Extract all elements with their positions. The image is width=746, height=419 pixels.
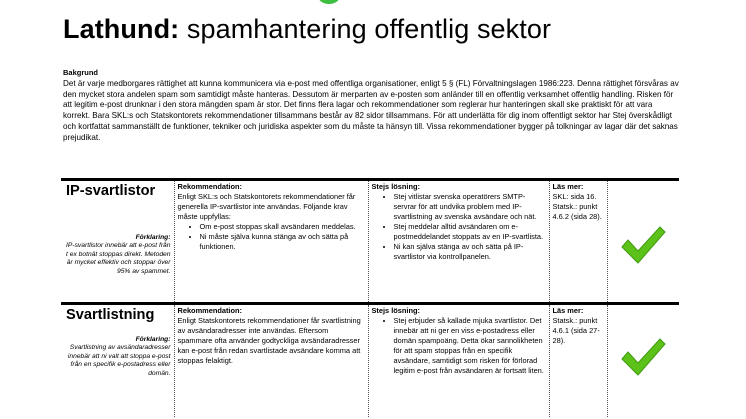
row-topic [61,304,174,418]
read-more-cell: Läs mer: Statsk.: punkt 4.6.1 (sida 27-28). [549,304,607,418]
list-item: • Ni kan själva stänga av och sätta på IP-svartlistor via kontrollpanelen. [394,242,546,262]
logo-arc [318,0,340,4]
check-icon [620,337,666,377]
background-heading: Bakgrund [63,68,99,77]
list-item: • Stej meddelar alltid avsändaren om e-postmeddelandet stoppats av en IP-svartlista. [394,222,546,242]
page-title: Lathund: spamhantering offentlig sektor [63,14,552,44]
table-row [61,180,679,304]
list-item: • Stej vitlistar svenska operatörers SMTP-servrar för att undvika problem med IP-svartlistning av svenska avsändare och nät. [394,192,546,222]
explanation: Förklaring: IP-svartlistor innebär att e-post från t ex botnät stoppas direkt. Metoden är mycket effektiv och stoppar över 95% av spammet. [66,234,171,275]
guide-table [61,178,679,417]
recommendation-cell: Rekommendation: Enligt Statskontorets rekommendationer får svartlistning av avsändaradresser inte användas. Eftersom spammare ofta använder godtyckliga avsändaradresser kan e-post från redan svartlistade avsändare komma att stoppas felaktigt. [174,304,368,418]
read-more-cell: Läs mer: SKL: sida 16. Statsk.: punkt 4.6.2 (sida 28). [549,180,607,304]
list-item: • Om e-post stoppas skall avsändaren meddelas. [200,222,365,232]
check-icon [620,225,666,265]
row-title: Svartlistning [66,307,155,323]
status-cell [607,180,679,304]
status-cell [607,304,679,418]
row-topic [61,180,174,304]
recommendation-cell: Rekommendation: Enligt SKL:s och Statskontorets rekommendationer får generella IP-svartlistor inte användas. Följande krav måste uppfyllas: • Om e-post stoppas skall avsändaren meddelas. • Ni måste själva kunna stänga av och sätta på funktionen. [174,180,368,304]
solution-cell: Stejs lösning: • Stej erbjuder så kallade mjuka svartlistor. Det innebär att ni ger en viss e-postadress eller domän spampoäng. Detta ökar sannolikheten för att spam stoppas från en specifik avsändare, samtidigt som risken för förlorad legitim e-post från avsändaren är fortsatt liten. [368,304,549,418]
solution-cell: Stejs lösning: • Stej vitlistar svenska operatörers SMTP-servrar för att undvika problem med IP-svartlistning av svenska avsändare och nät. • Stej meddelar alltid avsändaren om e-postmeddelandet stoppats av en IP-svartlista. • Ni kan själva stänga av och sätta på IP-svartlistor via kontrollpanelen. [368,180,549,304]
list-item: • Ni måste själva kunna stänga av och sätta på funktionen. [200,232,365,252]
list-item: • Stej erbjuder så kallade mjuka svartlistor. Det innebär att ni ger en viss e-postadress eller domän spampoäng. Detta ökar sannolikheten för att spam stoppas från en specifik avsändare, samtidigt som risken för förlorad legitim e-post från avsändaren är fortsatt liten. [394,316,546,376]
background-text: Det är varje medborgares rättighet att kunna kommunicera via e-post med offentliga organisationer, enligt 5 § (FL) Förvaltningslagen 1986:223. Denna rättighet försvåras av den mycket stora andelen spam som samtidigt måste hanteras. Dessutom är merparten av e-posten som anländer till en offentlig verksamhet offentlig handling. Risken för att legitim e-post drunknar i den stora mängden spam är stor. Det finns flera lagar och rekommendationer som reglerar hur hanteringen skall ske praktiskt för att vara korrekt. Bara SKL:s och Statskontorets rekommendationer tillsammans består av 82 sidor tillsammans. För att underlätta för dig inom offentligt sektor har Stej överskådligt och kortfattat sammanställt de funktioner, tekniker och juridiska aspekter som du måste ta hänsyn till. Vissa rekommendationer bygger på tolkningar av lagar där det saknas prejudikat. [63,79,679,142]
table-row [61,304,679,418]
row-title: IP-svartlistor [66,183,156,199]
explanation: Förklaring: Svartlistning av avsändaradresser innebär att ni valt att stoppa e-post från en specifik e-postadress eller domän. [67,336,171,377]
